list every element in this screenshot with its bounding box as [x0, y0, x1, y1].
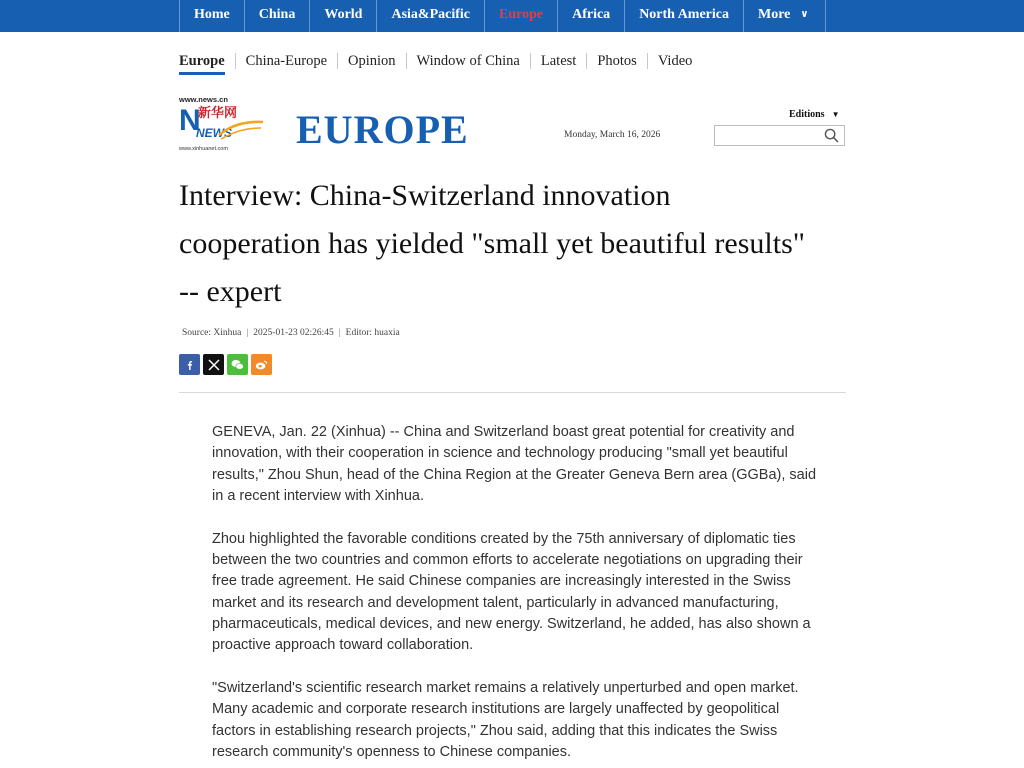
subnav-item-opinion[interactable]: Opinion — [337, 53, 406, 69]
x-icon — [208, 359, 220, 371]
section-title: EUROPE — [296, 107, 469, 152]
subnav-item-latest[interactable]: Latest — [530, 53, 586, 69]
article-paragraph: "Switzerland's scientific research market remains a relatively unperturbed and open market. Many academic and corporate research institutions are largely unaffected by geopolitical factors in establishing research projects," Zhou said, adding that this indicates the Swiss research community's openness to Chinese companies. — [212, 679, 799, 760]
facebook-icon — [185, 360, 195, 370]
chevron-down-icon: ∨ — [800, 9, 809, 20]
nav-item-home[interactable]: Home — [179, 0, 244, 32]
nav-item-more[interactable] — [743, 0, 826, 32]
article-editor: Editor: huaxia — [345, 328, 400, 338]
article-byline — [182, 328, 400, 338]
current-date: Monday, March 16, 2026 — [564, 130, 661, 140]
nav-more-label: More — [758, 7, 791, 22]
subnav-item-europe[interactable]: Europe — [179, 53, 235, 69]
search-icon[interactable] — [824, 128, 839, 143]
share-buttons — [179, 354, 272, 375]
xinhua-logo-icon — [179, 95, 265, 153]
xinhua-news-logo[interactable] — [179, 95, 265, 153]
nav-item-asia-pacific[interactable]: Asia&Pacific — [376, 0, 484, 32]
weibo-icon — [255, 359, 268, 371]
section-subnav — [179, 50, 702, 72]
editions-label: Editions — [789, 109, 825, 120]
search-input[interactable] — [715, 126, 819, 145]
article-timestamp: 2025-01-23 02:26:45 — [253, 328, 334, 338]
byline-separator: | — [338, 328, 341, 338]
article-source: Source: Xinhua — [182, 328, 242, 338]
main-nav-bar — [0, 0, 1024, 32]
share-wechat-button[interactable] — [227, 354, 248, 375]
nav-item-north-america[interactable]: North America — [624, 0, 743, 32]
byline-separator: | — [246, 328, 249, 338]
article-body — [212, 422, 822, 768]
article-paragraph: Zhou highlighted the favorable conditions created by the 75th anniversary of diplomatic ties between the two countries and common efforts to accelerate negotiations on upgrading their free trade agreement. He said Chinese companies are increasingly interested in the Swiss market and its research and development talent, particularly in advanced manufacturing, pharmaceuticals, medical devices, and new energy. Switzerland, he added, has also shown a proactive approach toward collaboration. — [212, 530, 811, 654]
logo-brand-en: NEWS — [196, 126, 232, 140]
logo-brand-cn: 新华网 — [198, 106, 238, 121]
nav-item-china[interactable]: China — [244, 0, 310, 32]
share-x-button[interactable] — [203, 354, 224, 375]
header-divider — [179, 392, 846, 393]
svg-text:N: N — [179, 104, 201, 137]
nav-item-world[interactable]: World — [309, 0, 376, 32]
nav-item-europe[interactable]: Europe — [484, 0, 557, 32]
chevron-down-icon: ▼ — [831, 110, 840, 119]
logo-top-text: www.news.cn — [179, 95, 228, 104]
subnav-item-china-europe[interactable]: China-Europe — [235, 53, 337, 69]
wechat-icon — [231, 359, 244, 371]
share-weibo-button[interactable] — [251, 354, 272, 375]
article-headline: Interview: China-Switzerland innovation cooperation has yielded "small yet beautiful results" -- expert — [179, 179, 805, 308]
subnav-item-video[interactable]: Video — [647, 53, 703, 69]
logo-bottom-text: www.xinhuanet.com — [179, 146, 228, 152]
editions-dropdown[interactable] — [789, 109, 840, 120]
share-facebook-button[interactable] — [179, 354, 200, 375]
article-paragraph: GENEVA, Jan. 22 (Xinhua) -- China and Switzerland boast great potential for creativity and innovation, with their cooperation in science and technology producing "small yet beautiful results," Zhou Shun, head of the China Region at the Greater Geneva Bern area (GGBa), said in a recent interview with Xinhua. — [212, 424, 817, 504]
nav-item-africa[interactable]: Africa — [557, 0, 624, 32]
search-box — [714, 125, 845, 146]
subnav-item-photos[interactable]: Photos — [586, 53, 647, 69]
subnav-item-window-of-china[interactable]: Window of China — [406, 53, 530, 69]
main-nav — [179, 0, 826, 32]
